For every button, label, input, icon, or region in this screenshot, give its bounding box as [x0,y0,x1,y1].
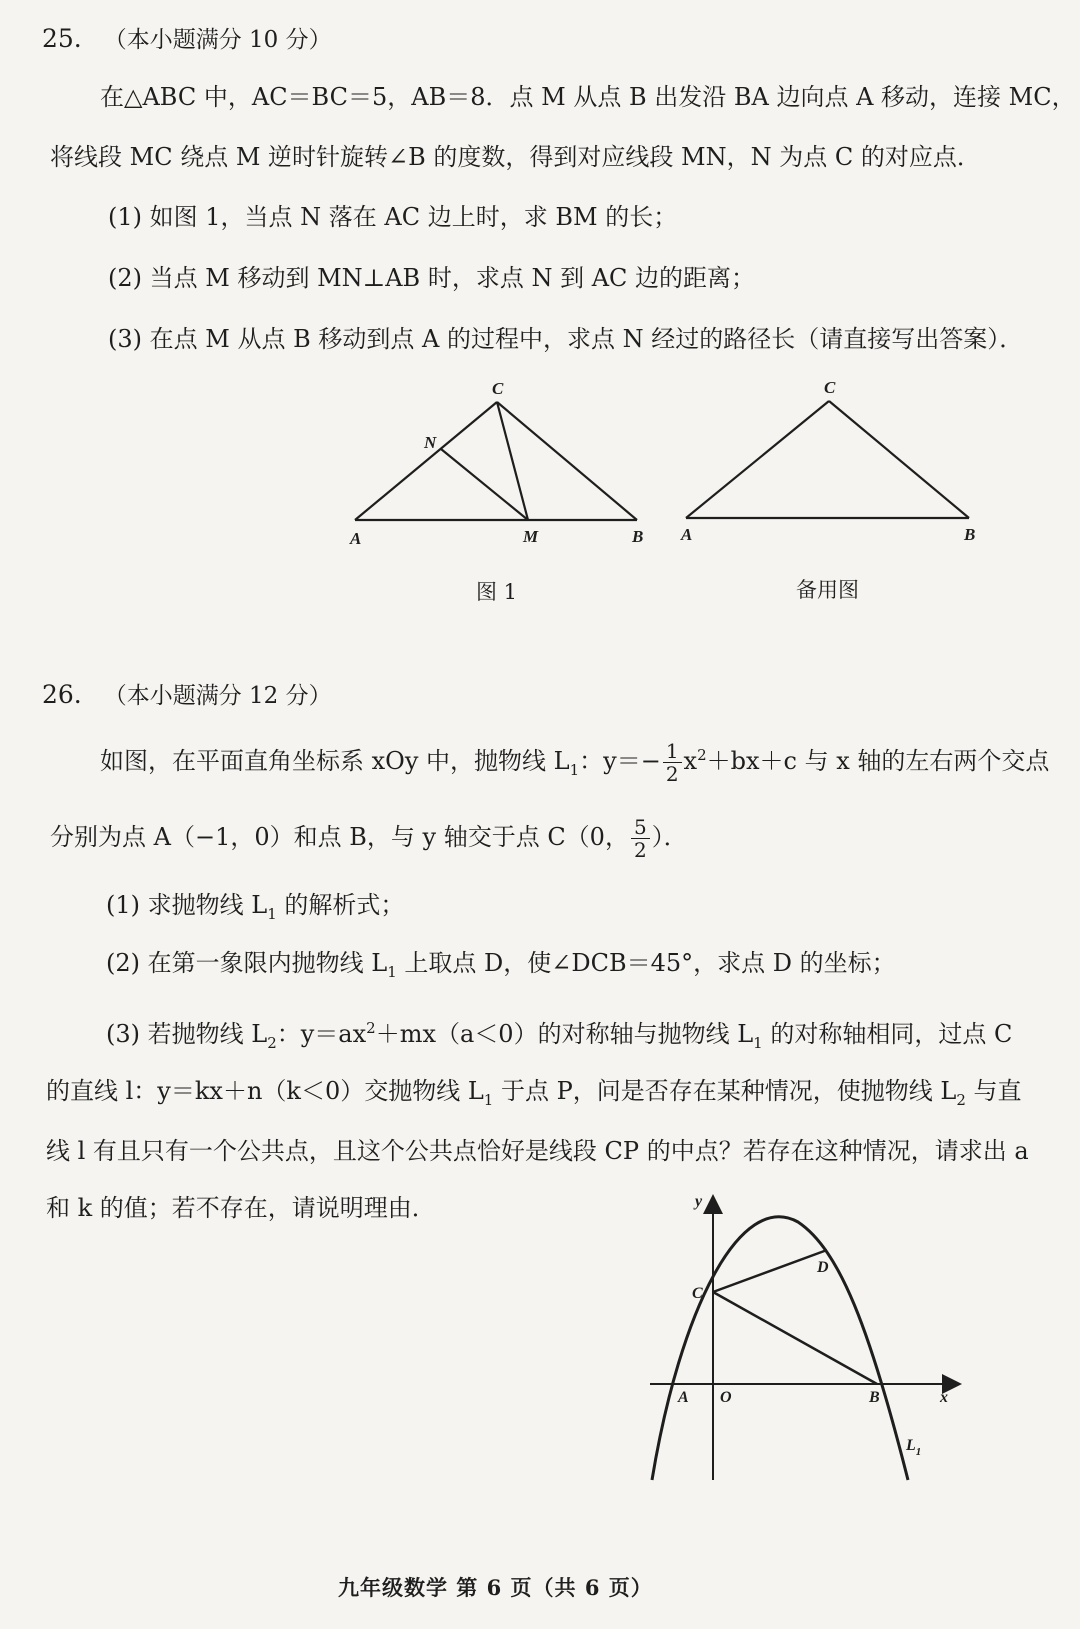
q26-frac2-num: 5 [631,816,650,839]
fig2-label-b: B [964,525,976,544]
q26-sub3-l1-d: 的对称轴相同，过点 C [762,1020,1013,1048]
q26-sub3-line2 [46,1076,1022,1115]
q26-stem2-text-b: ）． [651,823,688,851]
graph-label-c: C [692,1285,703,1302]
graph-label-d: D [817,1259,829,1276]
fig2-segment-bc [829,401,969,518]
q25-number: 25. [42,24,82,53]
segment-cd [713,1250,827,1292]
q25-sub3: (3) 在点 M 从点 B 移动到点 A 的过程中，求点 N 经过的路径长（请直接写出答案）． [108,325,1024,353]
fig1-label-a: A [350,529,362,548]
q25-fig1-caption: 图 1 [476,580,518,604]
q26-sub1-text-b: 的解析式； [276,891,405,919]
q25-stem-line2: 将线段 MC 绕点 M 逆时针旋转∠B 的度数，得到对应线段 MN，N 为点 C 的对应点． [50,143,981,171]
fig1-label-m: M [523,527,539,546]
graph-label-l: L [906,1437,916,1454]
q26-sub3-l1-c: ＋mx（a＜0）的对称轴与抛物线 L [375,1020,754,1048]
q26-stem2-text-a: 分别为点 A（−1，0）和点 B，与 y 轴交于点 C（0， [50,823,629,851]
q25-figure1 [340,370,660,555]
q26-stem1-text-b: ：y＝− [579,747,661,775]
q26-sub3-line4: 和 k 的值；若不存在，请说明理由． [46,1194,436,1222]
q26-sub3-l1-b: ：y＝ax [276,1020,367,1048]
q25-stem-line1: 在△ABC 中，AC＝BC＝5，AB＝8．点 M 从点 B 出发沿 BA 边向点 A 移动，连接 MC， [100,83,1076,111]
q26-sub3-l1-sub2: 1 [753,1033,763,1052]
q25-sub1: (1) 如图 1，当点 N 落在 AC 边上时，求 BM 的长； [108,203,678,231]
q26-sub1-sub: 1 [267,904,277,923]
graph-label-y: y [695,1193,703,1210]
q26-header [42,680,332,711]
fig1-label-c: C [492,379,504,398]
q26-sub1 [106,890,404,929]
q26-sub2-text-b: 上取点 D，使∠DCB＝45°，求点 D 的坐标； [396,949,896,977]
q25-figure-spare [672,370,992,555]
q26-sub2 [106,948,896,987]
segment-cb [713,1292,877,1384]
fig1-label-b: B [632,527,644,546]
q26-fraction-half [663,740,682,785]
graph-label-o: O [720,1389,732,1406]
q26-stem1-sub: 1 [569,760,580,779]
q26-stem1-text-d: ＋bx＋c 与 x 轴的左右两个交点 [706,747,1050,775]
fig2-segment-ac [686,401,829,518]
fig1-segment-mn [441,449,528,520]
q25-header [42,24,332,55]
fig1-segment-bc [497,402,637,520]
graph-label-l1 [905,1437,921,1458]
q26-stem-line2 [50,816,688,861]
q26-sub3-l1-sub: 2 [267,1033,277,1052]
fig1-label-n: N [424,433,437,452]
q26-stem1-text-a: 如图，在平面直角坐标系 xOy 中，抛物线 L [100,747,570,775]
q26-sub3-line3: 线 l 有且只有一个公共点，且这个公共点恰好是线段 CP 的中点？若存在这种情况，请求出 a [46,1137,1029,1165]
q26-sub3-l2-sub: 1 [483,1090,494,1109]
graph-label-a: A [678,1389,689,1406]
q26-points: （本小题满分 12 分） [103,683,332,709]
q26-sub3-l2-c: 与直 [965,1077,1022,1105]
q25-fig2-caption: 备用图 [796,578,859,602]
q26-frac-den: 2 [665,762,679,786]
q26-sub3-l2-b: 于点 P，问是否存在某种情况，使抛物线 L [493,1077,957,1105]
q26-number: 26. [42,680,82,709]
graph-label-b: B [869,1389,880,1406]
graph-label-l-sub: 1 [915,1446,922,1458]
q26-sub3-l2-sub2: 2 [956,1090,966,1109]
page-footer: 九年级数学 第 6 页（共 6 页） [338,1575,653,1600]
q26-sub1-text-a: (1) 求抛物线 L [106,891,268,919]
fig1-segment-ac [355,402,497,520]
fig1-segment-mc [497,402,528,520]
q25-points: （本小题满分 10 分） [103,27,332,53]
q26-sub2-text-a: (2) 在第一象限内抛物线 L [106,949,388,977]
q26-stem1-text-c: x [683,747,698,775]
q26-sub3-l2-a: 的直线 l：y＝kx＋n（k＜0）交抛物线 L [46,1077,484,1105]
fig2-label-a: A [681,525,693,544]
q26-fraction-five-halves [631,816,650,861]
graph-label-x: x [940,1389,948,1406]
q26-frac-num: 1 [663,740,682,763]
fig2-label-c: C [824,378,836,397]
q26-frac2-den: 2 [633,838,647,862]
parabola-l1 [652,1217,908,1480]
q26-coordinate-graph [640,1180,970,1490]
q26-stem1-sup: 2 [697,746,707,764]
q26-sub3-l1-sup: 2 [366,1019,376,1037]
q26-sub3-l1-a: (3) 若抛物线 L [106,1020,268,1048]
q26-stem-line1 [100,740,1049,785]
q26-sub3-line1 [106,1013,1012,1058]
q25-sub2: (2) 当点 M 移动到 MN⊥AB 时，求点 N 到 AC 边的距离； [108,264,756,292]
q26-sub2-sub: 1 [387,962,397,981]
